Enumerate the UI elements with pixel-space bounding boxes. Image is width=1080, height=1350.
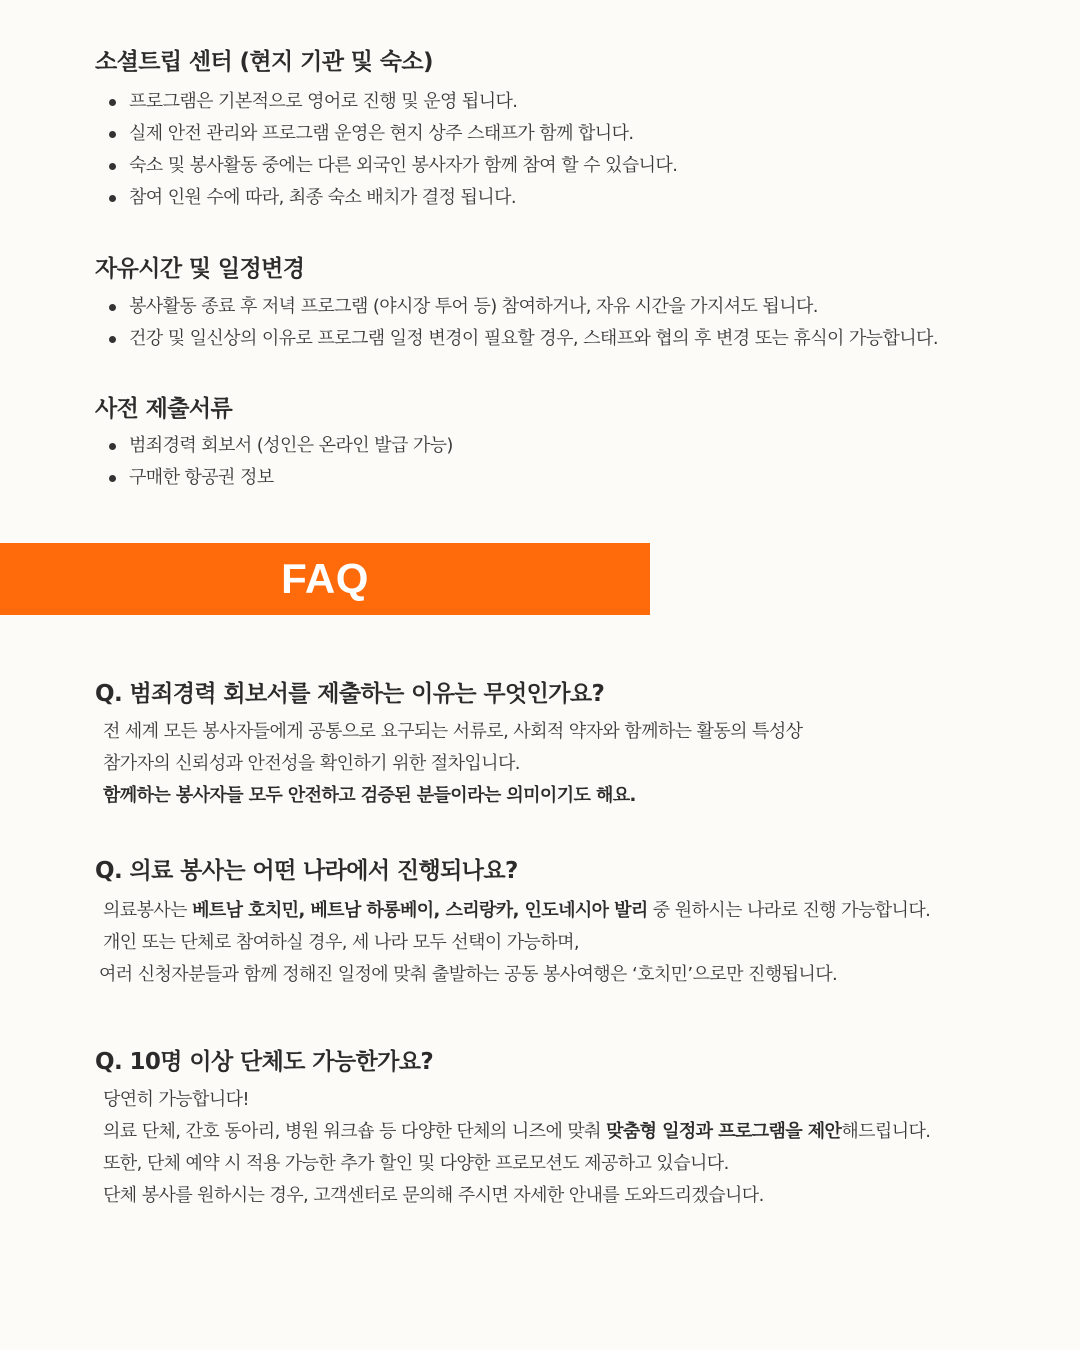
section-title-documents: 사전 제출서류 [95, 396, 233, 422]
section-title-free-time: 자유시간 및 일정변경 [95, 256, 305, 282]
list-item: 봉사활동 종료 후 저녁 프로그램 (야시장 투어 등) 참여하거나, 자유 시간을 가지셔도 됩니다. [105, 291, 938, 323]
documents-list [105, 430, 453, 494]
answer-line: 전 세계 모든 봉사자들에게 공통으로 요구되는 서류로, 사회적 약자와 함께하는 활동의 특성상 [103, 721, 803, 742]
faq-answer-criminal-record [103, 716, 802, 812]
list-item: 참여 인원 수에 따라, 최종 숙소 배치가 결정 됩니다. [105, 182, 677, 214]
answer-line [103, 895, 930, 927]
faq-question-criminal-record: Q. 범죄경력 회보서를 제출하는 이유는 무엇인가요? [95, 681, 605, 707]
faq-answer-countries [99, 895, 931, 991]
section-title-center: 소셜트립 센터 (현지 기관 및 숙소) [95, 49, 433, 75]
answer-text: 해드립니다. [841, 1121, 931, 1142]
answer-line: 여러 신청자분들과 함께 정해진 일정에 맞춰 출발하는 공동 봉사여행은 ‘호치민’으로만 진행됩니다. [99, 964, 838, 985]
answer-program-emphasis: 맞춤형 일정과 프로그램을 제안 [606, 1121, 842, 1142]
faq-question-countries: Q. 의료 봉사는 어떤 나라에서 진행되나요? [95, 858, 518, 884]
list-item: 실제 안전 관리와 프로그램 운영은 현지 상주 스태프가 함께 합니다. [105, 118, 677, 150]
answer-line [103, 1116, 930, 1148]
answer-text: 중 원하시는 나라로 진행 가능합니다. [647, 900, 931, 921]
faq-banner-label: FAQ [281, 555, 369, 602]
answer-line: 당연히 가능합니다! [103, 1089, 250, 1110]
faq-question-groups: Q. 10명 이상 단체도 가능한가요? [95, 1049, 434, 1075]
answer-text: 의료봉사는 [103, 900, 193, 921]
answer-line: 개인 또는 단체로 참여하실 경우, 세 나라 모두 선택이 가능하며, [103, 932, 580, 953]
list-item: 범죄경력 회보서 (성인은 온라인 발급 가능) [105, 430, 453, 462]
answer-text: 의료 단체, 간호 동아리, 병원 워크숍 등 다양한 단체의 니즈에 맞춰 [103, 1121, 607, 1142]
list-item: 구매한 항공권 정보 [105, 462, 453, 494]
list-item: 프로그램은 기본적으로 영어로 진행 및 운영 됩니다. [105, 86, 677, 118]
center-info-list [105, 86, 677, 214]
answer-line: 또한, 단체 예약 시 적용 가능한 추가 할인 및 다양한 프로모션도 제공하고 있습니다. [103, 1153, 729, 1174]
list-item: 건강 및 일신상의 이유로 프로그램 일정 변경이 필요할 경우, 스태프와 협의 후 변경 또는 휴식이 가능합니다. [105, 323, 938, 355]
answer-line: 단체 봉사를 원하시는 경우, 고객센터로 문의해 주시면 자세한 안내를 도와드리겠습니다. [103, 1185, 764, 1206]
free-time-list [105, 291, 938, 355]
faq-banner [0, 543, 650, 615]
list-item: 숙소 및 봉사활동 중에는 다른 외국인 봉사자가 함께 참여 할 수 있습니다. [105, 150, 677, 182]
faq-answer-groups [103, 1084, 930, 1212]
answer-line-emphasis: 함께하는 봉사자들 모두 안전하고 검증된 분들이라는 의미이기도 해요. [103, 785, 636, 806]
answer-countries-emphasis: 베트남 호치민, 베트남 하롱베이, 스리랑카, 인도네시아 발리 [192, 900, 648, 921]
answer-line: 참가자의 신뢰성과 안전성을 확인하기 위한 절차입니다. [103, 753, 520, 774]
